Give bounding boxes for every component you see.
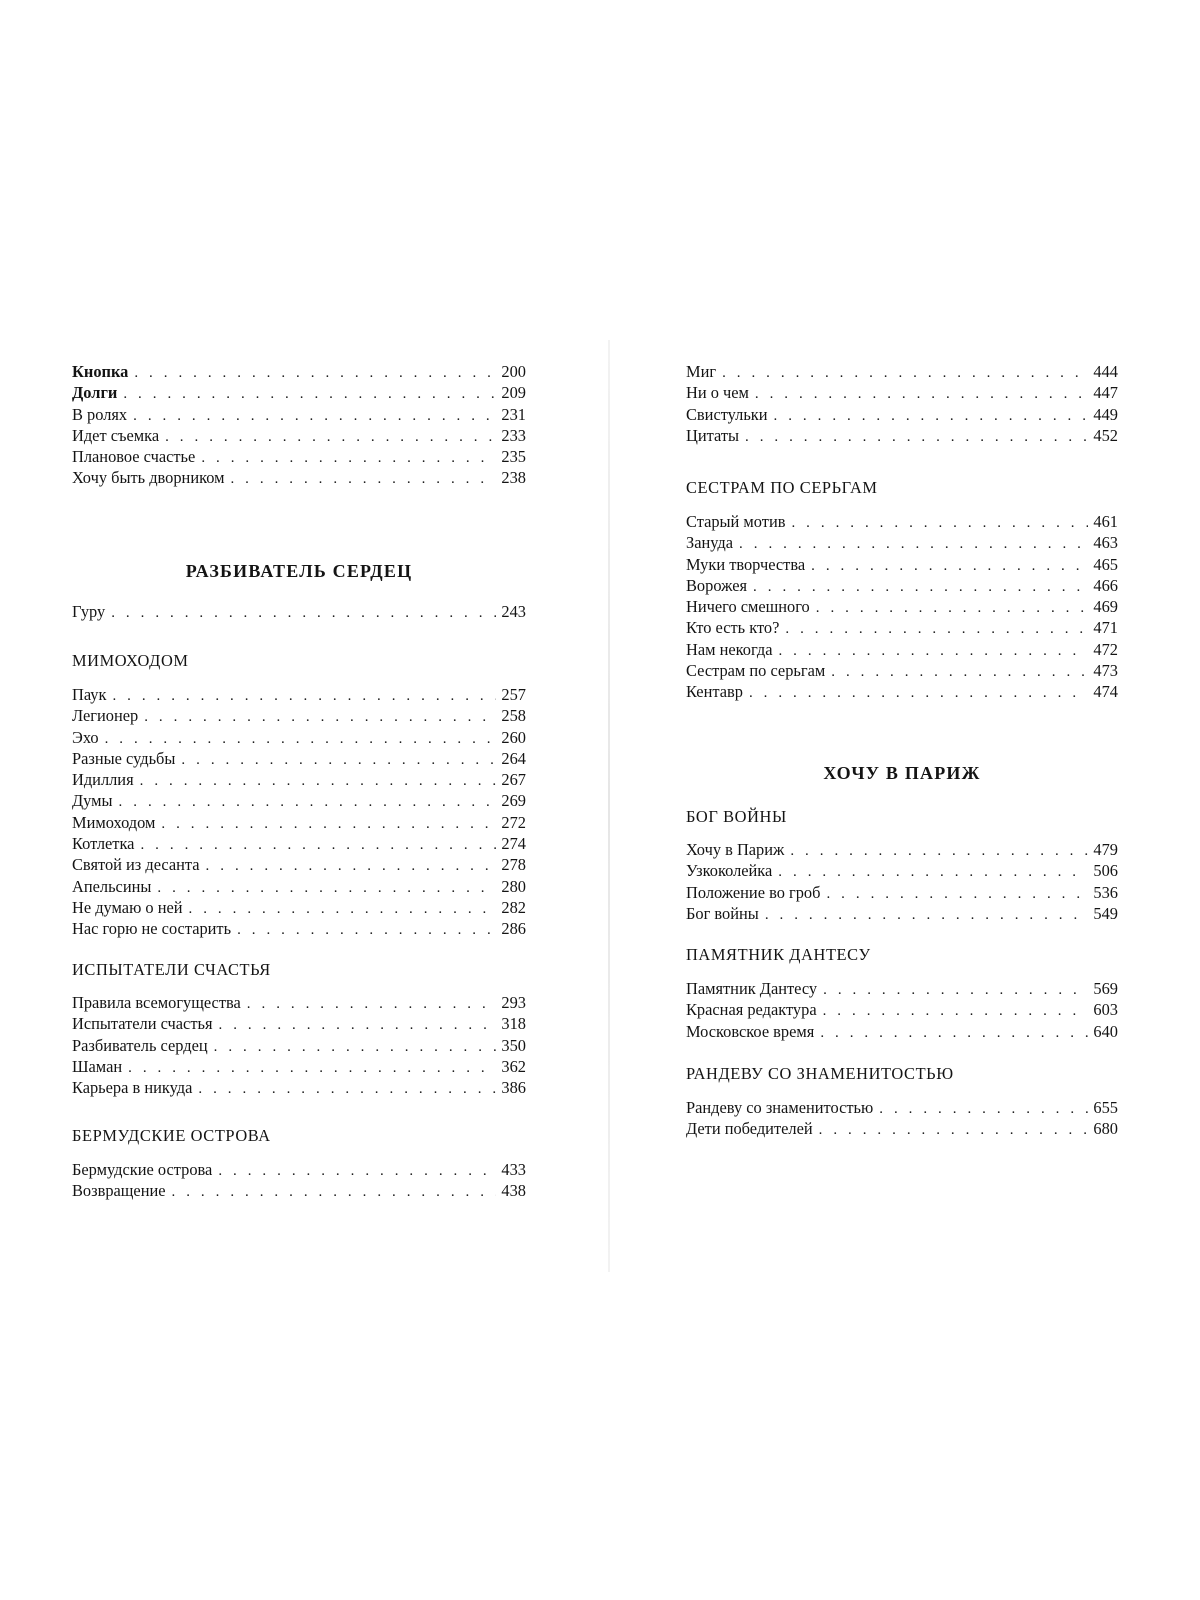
toc-block-section [686,1097,1118,1140]
page-number: 278 [501,855,526,875]
leader-dots [816,598,1089,619]
toc-entry: Идиллия . . . 267 [72,769,526,790]
leader-dots [133,406,496,427]
toc-entry: Положение во гроб . . . 536 [686,882,1118,903]
leader-dots [722,363,1088,384]
toc-entry: Разные судьбы . . . 264 [72,748,526,769]
toc-block-section [72,992,526,1098]
toc-entry: Рандеву со знаменитостью . . . 655 [686,1097,1118,1118]
leader-dots [785,619,1088,640]
leader-dots [745,427,1088,448]
toc-entry: Паук . . . 257 [72,684,526,705]
leader-dots [739,534,1088,555]
page-number: 438 [501,1181,526,1201]
leader-dots [823,980,1088,1001]
section-heading: ПАМЯТНИК ДАНТЕСУ [686,945,871,964]
page-number: 238 [501,468,526,488]
section-heading: РАНДЕВУ СО ЗНАМЕНИТОСТЬЮ [686,1064,954,1083]
toc-entry: Бог войны . . . 549 [686,903,1118,924]
toc-entry: В ролях . . . 231 [72,404,526,425]
toc-entry: Ни о чем . . . 447 [686,382,1118,403]
toc-entry: Хочу быть дворником . . . 238 [72,467,526,488]
toc-entry: Узкоколейка . . . 506 [686,860,1118,881]
page-number: 472 [1093,639,1118,659]
leader-dots [172,1182,497,1203]
toc-block-section [72,1159,526,1202]
page-number: 282 [501,897,526,917]
toc-entry: Идет съемка . . . 233 [72,425,526,446]
page-number: 433 [501,1160,526,1179]
leader-dots [128,1058,496,1079]
section-heading: МИМОХОДОМ [72,651,189,670]
page-gutter [608,340,610,1272]
toc-entry: Хочу в Париж . . . 479 [686,839,1118,860]
leader-dots [119,792,497,813]
part-heading: РАЗБИВАТЕЛЬ СЕРДЕЦ [185,561,413,581]
page-number: 386 [501,1078,526,1098]
leader-dots [123,384,496,405]
toc-entry: Легионер . . . 258 [72,705,526,726]
page-number: 260 [501,727,526,747]
toc-block-left-top [72,361,526,489]
page-number: 269 [501,791,526,811]
toc-entry: Кнопка . . . 200 [72,361,526,382]
page-number: 267 [501,770,526,790]
toc-entry: Зануда . . . 463 [686,532,1118,553]
leader-dots [778,862,1088,883]
toc-block-section [686,978,1118,1042]
leader-dots [778,641,1088,662]
leader-dots [749,683,1088,704]
page-number: 274 [501,834,526,854]
toc-block-right-top [686,361,1118,446]
leader-dots [198,1079,496,1100]
leader-dots [790,841,1088,862]
toc-entry: Старый мотив . . . 461 [686,511,1118,532]
page-number: 465 [1093,554,1118,574]
page-number: 264 [501,748,526,768]
toc-entry: Святой из десанта . . . 278 [72,854,526,875]
leader-dots [144,707,496,728]
leader-dots [214,1037,497,1058]
page-number: 257 [501,685,526,704]
toc-entry: Испытатели счастья . . . 318 [72,1013,526,1034]
leader-dots [206,856,497,877]
leader-dots [165,427,496,448]
leader-dots [765,905,1089,926]
page-number: 444 [1093,362,1118,381]
toc-entry: Сестрам по серьгам . . . 473 [686,660,1118,681]
leader-dots [112,686,496,707]
page-number: 549 [1093,903,1118,923]
toc-entry: Свистульки . . . 449 [686,404,1118,425]
page-number: 469 [1093,597,1118,617]
leader-dots [189,899,497,920]
toc-entry: Цитаты . . . 452 [686,425,1118,446]
page-number: 506 [1093,861,1118,881]
toc-entry: Не думаю о ней . . . 282 [72,897,526,918]
page-number: 243 [501,602,526,621]
toc-entry: Муки творчества . . . 465 [686,554,1118,575]
page-number: 350 [501,1035,526,1055]
leader-dots [181,750,496,771]
page-number: 471 [1093,618,1118,638]
toc-entry: Нас горю не состарить . . . 286 [72,918,526,939]
page-number: 280 [501,876,526,896]
leader-dots [831,662,1088,683]
page-number: 640 [1093,1021,1118,1041]
page-number: 209 [501,383,526,403]
toc-entry: Красная редактура . . . 603 [686,999,1118,1020]
section-heading: СЕСТРАМ ПО СЕРЬГАМ [686,478,878,497]
page-number: 536 [1093,882,1118,902]
page-number: 603 [1093,1000,1118,1020]
page-number: 680 [1093,1119,1118,1139]
page-number: 233 [501,425,526,445]
toc-entry: Разбиватель сердец . . . 350 [72,1035,526,1056]
leader-dots [201,448,496,469]
leader-dots [247,994,497,1015]
toc-entry: Возвращение . . . 438 [72,1180,526,1201]
page-number: 286 [501,919,526,939]
toc-entry: Бермудские острова . . . 433 [72,1159,526,1180]
page-number: 231 [501,404,526,424]
page-number: 362 [501,1056,526,1076]
leader-dots [105,729,497,750]
page-number: 235 [501,447,526,467]
toc-entry: Мимоходом . . . 272 [72,812,526,833]
toc-entry: Апельсины . . . 280 [72,876,526,897]
page-number: 452 [1093,425,1118,445]
leader-dots [219,1015,497,1036]
leader-dots [811,556,1088,577]
part-heading: ХОЧУ В ПАРИЖ [823,763,981,783]
section-heading: БОГ ВОЙНЫ [686,807,787,826]
page-number: 474 [1093,682,1118,702]
toc-block-section [686,839,1118,924]
toc-entry: Долги . . . 209 [72,382,526,403]
leader-dots [826,884,1088,905]
leader-dots [161,814,496,835]
leader-dots [140,835,496,856]
leader-dots [823,1001,1089,1022]
page-number: 461 [1093,512,1118,531]
toc-entry: Гуру . . . 243 [72,601,526,622]
leader-dots [820,1023,1088,1044]
page-number: 479 [1093,840,1118,859]
page-number: 293 [501,993,526,1012]
toc-entry: Миг . . . 444 [686,361,1118,382]
toc-entry: Нам некогда . . . 472 [686,639,1118,660]
toc-entry: Эхо . . . 260 [72,727,526,748]
section-heading: БЕРМУДСКИЕ ОСТРОВА [72,1126,271,1145]
toc-entry: Карьера в никуда . . . 386 [72,1077,526,1098]
toc-entry: Кто есть кто? . . . 471 [686,617,1118,638]
leader-dots [134,363,496,384]
toc-entry: Московское время . . . 640 [686,1021,1118,1042]
toc-entry: Правила всемогущества . . . 293 [72,992,526,1013]
leader-dots [879,1099,1088,1120]
leader-dots [819,1120,1089,1141]
leader-dots [755,384,1089,405]
toc-entry: Кентавр . . . 474 [686,681,1118,702]
toc-block-part [72,601,526,622]
page-number: 272 [501,812,526,832]
page-number: 473 [1093,661,1118,681]
toc-entry: Ворожея . . . 466 [686,575,1118,596]
page-number: 463 [1093,533,1118,553]
toc-entry: Думы . . . 269 [72,790,526,811]
toc-entry: Дети победителей . . . 680 [686,1118,1118,1139]
toc-entry: Плановое счастье . . . 235 [72,446,526,467]
toc-block-section [72,684,526,940]
toc-entry: Шаман . . . 362 [72,1056,526,1077]
page-number: 318 [501,1014,526,1034]
leader-dots [230,469,496,490]
toc-entry: Котлетка . . . 274 [72,833,526,854]
toc-entry: Памятник Дантесу . . . 569 [686,978,1118,999]
page-number: 200 [501,362,526,381]
leader-dots [218,1161,496,1182]
page-number: 258 [501,706,526,726]
leader-dots [140,771,497,792]
page-number: 655 [1093,1098,1118,1117]
leader-dots [791,513,1088,534]
toc-block-section [686,511,1118,703]
section-heading: ИСПЫТАТЕЛИ СЧАСТЬЯ [72,960,271,979]
leader-dots [753,577,1088,598]
page-number: 449 [1093,404,1118,424]
page-number: 569 [1093,979,1118,998]
page-number: 447 [1093,383,1118,403]
toc-entry: Ничего смешного . . . 469 [686,596,1118,617]
leader-dots [774,406,1089,427]
leader-dots [111,603,496,624]
page-number: 466 [1093,575,1118,595]
leader-dots [237,920,496,941]
leader-dots [157,878,496,899]
